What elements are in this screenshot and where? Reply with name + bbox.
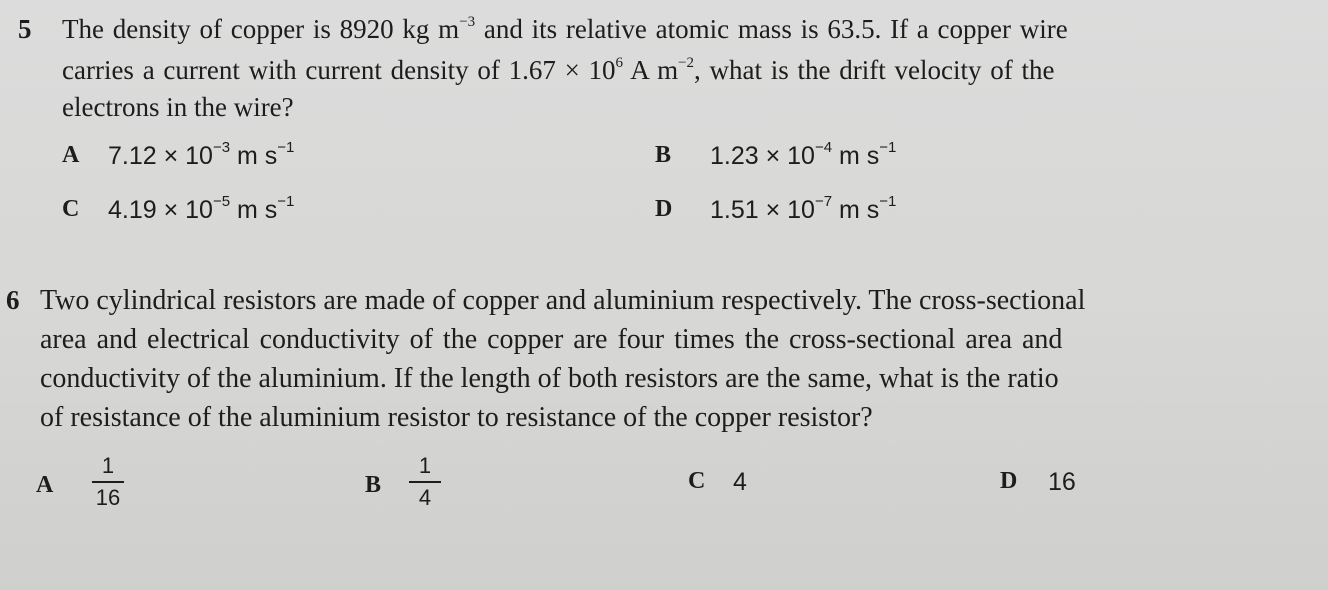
option-value-c: $4.19 \times 10^{-5}$ m $s^{-1}$ [108,193,295,224]
option-letter: B [365,472,382,498]
exponent: −2 [678,55,695,71]
option-letter: B [655,142,672,168]
question-text-line: of resistance of the aluminium resistor to resistance of the copper resistor? [40,402,873,433]
fraction-bar [92,481,124,483]
question-number: 5 [18,14,32,44]
option-value-a: $7.12 \times 10^{-3}$ m $s^{-1}$ [108,139,295,170]
fraction-option-b [409,454,441,510]
question-number: 6 [6,285,20,315]
option-value-d: 16 [1048,468,1076,496]
fraction-numerator: 1 [418,453,432,478]
question-text-line: area and electrical conductivity of the copper are four times the cross-sectional area and [40,324,1063,355]
question-text-line: electrons in the wire? [62,92,294,122]
text-segment: and its relative atomic mass is 63.5. If a copper wire [475,14,1068,44]
option-letter: A [36,472,54,498]
question-text-line: conductivity of the aluminium. If the length of both resistors are the same, what is the ratio [40,363,1059,394]
option-letter: D [1000,468,1018,494]
text-segment: A m [623,55,679,85]
option-letter: A [62,142,80,168]
fraction-option-a [92,454,124,510]
question-text-line: Two cylindrical resistors are made of copper and aluminium respectively. The cross-sectional [40,285,1086,316]
option-value-c: 4 [733,468,747,496]
question-text-line [62,14,1068,45]
fraction-denominator: 16 [95,485,121,510]
fraction-denominator: 4 [418,485,432,510]
option-value-b: $1.23 \times 10^{-4}$ m $s^{-1}$ [710,139,897,170]
option-letter: D [655,196,673,222]
text-segment: carries a current with current density of 1.67 × 10 [62,55,616,85]
option-letter: C [688,468,706,494]
text-segment: , what is the drift velocity of the [694,55,1055,85]
option-letter: C [62,196,80,222]
exponent: 6 [615,55,624,71]
text-segment: The density of copper is 8920 kg m [62,14,460,44]
fraction-numerator: 1 [101,453,115,478]
fraction-bar [409,481,441,483]
question-text-line [62,55,1054,86]
option-value-d: $1.51 \times 10^{-7}$ m $s^{-1}$ [710,193,897,224]
exponent: −3 [459,14,476,30]
